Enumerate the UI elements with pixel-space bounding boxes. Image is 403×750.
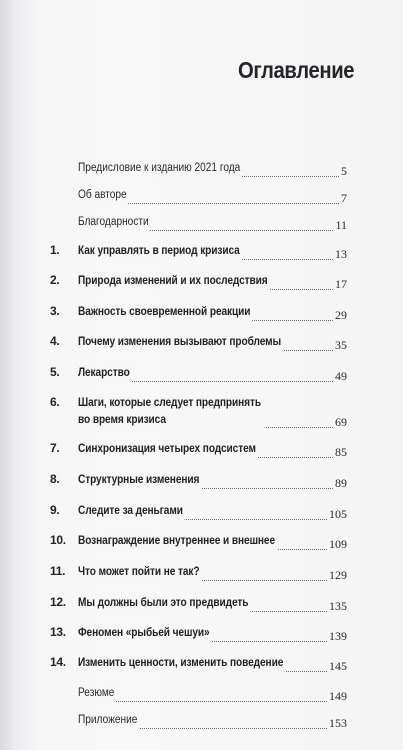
toc-entry xyxy=(0,395,403,439)
page-number: 89 xyxy=(335,476,347,490)
chapter-number: 10. xyxy=(50,533,66,547)
entry-title: Вознаграждение внутреннее и внешнее xyxy=(78,533,277,550)
dot-leader xyxy=(78,655,347,672)
toc-entry xyxy=(0,214,403,238)
entry-title: Что может пойти не так? xyxy=(78,564,201,581)
page-number: 109 xyxy=(329,537,347,551)
dot-leader xyxy=(78,595,347,612)
page-number: 49 xyxy=(335,369,347,383)
entry-title: Структурные изменения xyxy=(78,472,201,489)
dot-leader xyxy=(78,564,347,581)
entry-title: Шаги, которые следует предпринять во время кризиса xyxy=(78,395,265,429)
page-number: 105 xyxy=(329,507,347,521)
dot-leader xyxy=(78,441,347,458)
entry-title: Предисловие к изданию 2021 года xyxy=(78,160,242,177)
dot-leader xyxy=(78,304,347,321)
chapter-number: 5. xyxy=(50,365,60,379)
dot-leader xyxy=(78,395,347,428)
dot-leader xyxy=(78,685,347,702)
toc-entry xyxy=(0,533,403,557)
chapter-number: 13. xyxy=(50,625,66,639)
dot-leader xyxy=(78,214,347,231)
dot-leader xyxy=(78,187,347,204)
page-number: 29 xyxy=(335,308,347,322)
toc-entry xyxy=(0,365,403,389)
entry-title: Природа изменений и их последствия xyxy=(78,273,269,290)
page-number: 139 xyxy=(329,629,347,643)
page-number: 153 xyxy=(329,716,347,730)
toc-entry xyxy=(0,655,403,679)
toc-entry xyxy=(0,160,403,184)
page-number: 17 xyxy=(335,277,347,291)
page-number: 35 xyxy=(335,338,347,352)
chapter-number: 7. xyxy=(50,441,60,455)
page-number: 145 xyxy=(329,659,347,673)
toc-entry xyxy=(0,273,403,297)
toc-entry xyxy=(0,334,403,358)
dot-leader xyxy=(78,273,347,290)
entry-title: Лекарство xyxy=(78,365,131,382)
toc-entry xyxy=(0,441,403,465)
page-number: 11 xyxy=(335,218,347,232)
page-number: 85 xyxy=(335,445,347,459)
chapter-number: 2. xyxy=(50,273,60,287)
entry-title: Как управлять в период кризиса xyxy=(78,243,241,260)
dot-leader xyxy=(78,243,347,260)
chapter-number: 6. xyxy=(50,395,60,409)
chapter-number: 11. xyxy=(50,564,66,578)
dot-leader xyxy=(78,625,347,642)
entry-title: Важность своевременной реакции xyxy=(78,304,252,321)
chapter-number: 9. xyxy=(50,503,60,517)
entry-title: Приложение xyxy=(78,712,139,729)
toc-entry xyxy=(0,503,403,527)
entry-title: Об авторе xyxy=(78,187,128,204)
toc-entry xyxy=(0,472,403,496)
page-title: Оглавление xyxy=(238,57,355,83)
dot-leader xyxy=(78,365,347,382)
toc-entry xyxy=(0,595,403,619)
entry-title: Следите за деньгами xyxy=(78,503,185,520)
toc-entry xyxy=(0,625,403,649)
page-number: 13 xyxy=(335,247,347,261)
page-number: 149 xyxy=(329,689,347,703)
chapter-number: 12. xyxy=(50,595,66,609)
chapter-number: 3. xyxy=(50,304,60,318)
entry-title: Феномен «рыбьей чешуи» xyxy=(78,625,211,642)
entry-title: Резюме xyxy=(78,685,116,702)
dot-leader xyxy=(78,334,347,351)
toc-entry xyxy=(0,304,403,328)
entry-title: Синхронизация четырех подсистем xyxy=(78,441,258,458)
page-number: 135 xyxy=(329,599,347,613)
page-number: 7 xyxy=(341,191,347,205)
entry-title: Благодарности xyxy=(78,214,150,231)
entry-title: Почему изменения вызывают проблемы xyxy=(78,334,283,351)
dot-leader xyxy=(78,503,347,520)
chapter-number: 8. xyxy=(50,472,60,486)
dot-leader xyxy=(78,472,347,489)
entry-title: Мы должны были это предвидеть xyxy=(78,595,250,612)
toc-entry xyxy=(0,187,403,211)
dot-leader xyxy=(78,533,347,550)
toc-entry xyxy=(0,564,403,588)
chapter-number: 1. xyxy=(50,243,60,257)
toc-entry xyxy=(0,243,403,267)
entry-title: Изменить ценности, изменить поведение xyxy=(78,655,285,672)
page-number: 129 xyxy=(329,568,347,582)
toc-entry xyxy=(0,685,403,709)
chapter-number: 14. xyxy=(50,655,66,669)
chapter-number: 4. xyxy=(50,334,60,348)
toc-entry xyxy=(0,712,403,736)
dot-leader xyxy=(78,160,347,177)
page-number: 5 xyxy=(341,164,347,178)
page-number: 69 xyxy=(335,415,347,429)
dot-leader xyxy=(78,712,347,729)
